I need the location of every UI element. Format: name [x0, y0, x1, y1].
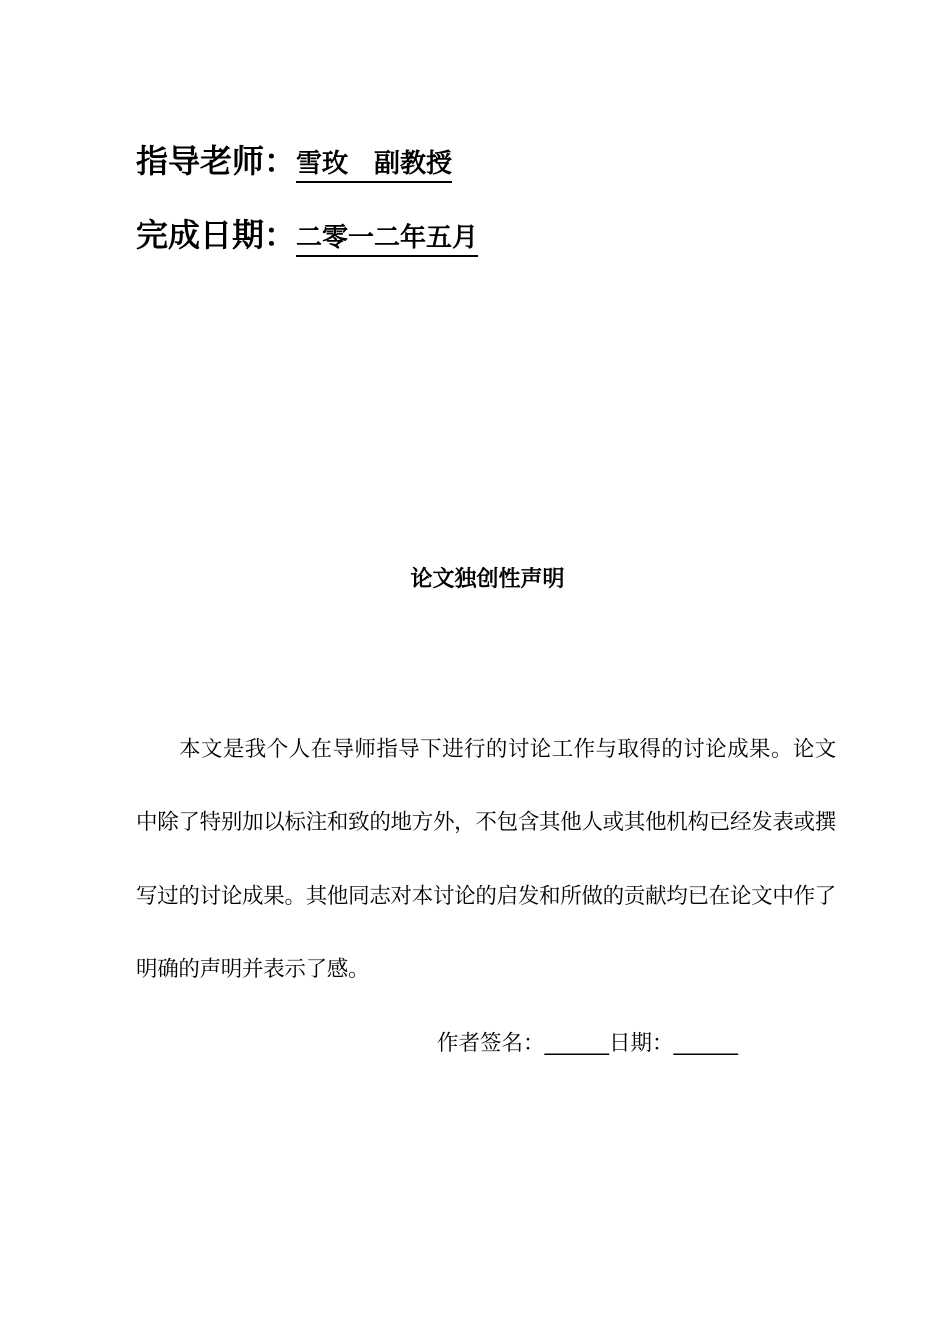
declaration-body: 本文是我个人在导师指导下进行的讨论工作与取得的讨论成果。论文中除了特别加以标注和致的地方外，不包含其他人或其他机构已经发表或撰写过的讨论成果。其他同志对本讨论的启发和所做的贡献均已在论文中作了明确的声明并表示了感。 — [136, 736, 836, 982]
completion-date-label: 完成日期： — [136, 216, 297, 254]
advisor-value: 雪玫 副教授 — [296, 143, 452, 183]
signature-line: 作者签名：______日期：______ — [437, 1031, 739, 1056]
completion-date-row — [136, 210, 478, 257]
advisor-row — [136, 136, 452, 183]
completion-date-value: 二零一二年五月 — [296, 217, 478, 257]
advisor-label: 指导老师： — [136, 142, 297, 180]
declaration-title: 论文独创性声明 — [410, 567, 565, 592]
